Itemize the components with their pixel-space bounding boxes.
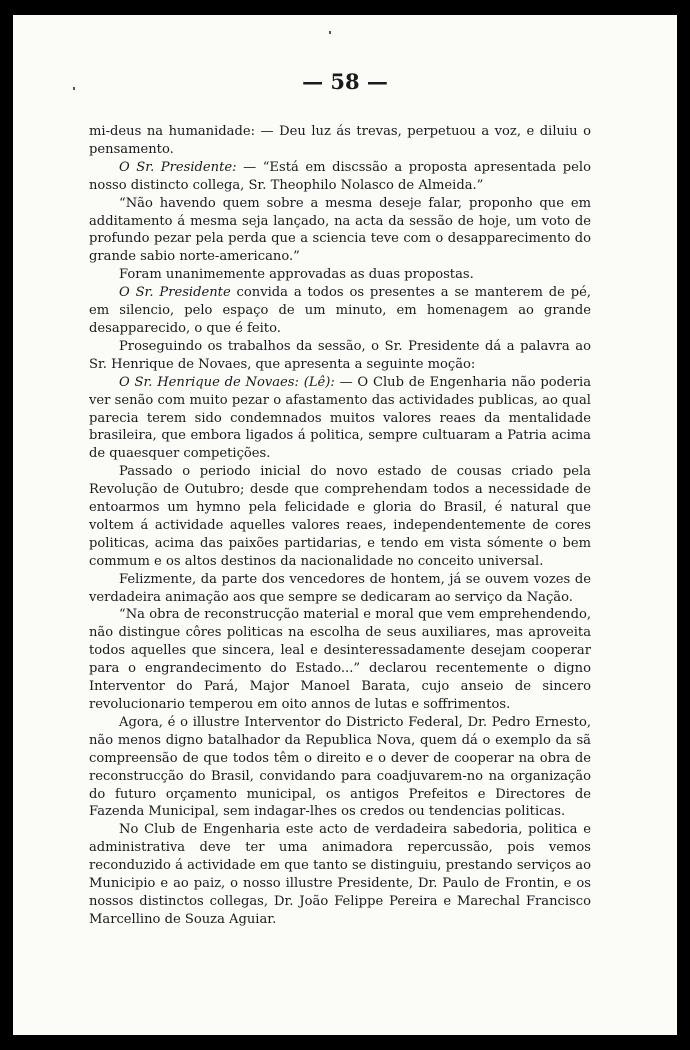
paragraph-text: Agora, é o illustre Interventor do Districto Federal, Dr. Pedro Ernesto, não menos digno batalhador da Republica Nova, quem dá o exemplo da sã compreensão de que todos têm o direito e o dever de cooperar na obra de reconstrucção do Brasil, convidando para coadjuvarem-no na organização do futuro orçamento municipal, os antigos Prefeitos e Directores de Fazenda Municipal, sem indagar-lhes os credos ou tendencias politicas. — [89, 714, 591, 820]
paragraph-text: Proseguindo os trabalhos da sessão, o Sr. Presidente dá a palavra ao Sr. Henrique de Novaes, que apresenta a seguinte moção: — [89, 338, 591, 372]
paragraph — [89, 159, 591, 195]
paragraph-text: “Na obra de reconstrucção material e moral que vem emprehendendo, não distingue côres politicas na escolha de seus auxiliares, mas aproveita todos aquelles que sincera, leal e desinteressadamente desejam cooperar para o engrandecimento do Estado...” declarou recentemente o digno Interventor do Pará, Major Manoel Barata, cujo anseio de sincero revolucionario temperou em oito annos de lutas e soffrimentos. — [89, 607, 591, 712]
body-text — [89, 123, 591, 929]
paragraph — [89, 571, 591, 607]
paragraph-text: mi-deus na humanidade: — Deu luz ás trevas, perpetuou a voz, e diluiu o pensamento. — [89, 124, 591, 157]
paragraph — [89, 338, 591, 374]
paragraph — [89, 266, 591, 284]
paragraph-lead: O Sr. Presidente — [119, 285, 231, 301]
paragraph-text: — O Club de Engenharia não poderia ver senão com muito pezar o afastamento das actividades publicas, ao qual parecia terem sido condemnados muitos valores reaes da mentalidade brasileira, que embora ligados á politica, sempre cultuaram a Patria acima de quaesquer competições. — [89, 374, 591, 462]
paragraph-lead: O Sr. Presidente: — [119, 159, 237, 175]
paragraph-text: — “Está em discssão a proposta apresentada pelo nosso distincto collega, Sr. Theophilo Nolasco de Almeida.” — [89, 159, 591, 193]
paragraph — [89, 195, 591, 267]
paragraph-text: Felizmente, da parte dos vencedores de hontem, já se ouvem vozes de verdadeira animação aos que sempre se dedicaram ao serviço da Nação. — [89, 571, 591, 605]
scanned-page — [13, 15, 677, 1035]
paragraph — [89, 284, 591, 338]
paragraph — [89, 123, 591, 159]
page-number: — 58 — — [302, 69, 388, 94]
paragraph-text: No Club de Engenharia este acto de verdadeira sabedoria, politica e administrativa deve ter uma animadora repercussão, pois vemos reconduzido á actividade em que tanto se distinguiu, prestando serviços ao Municipio e ao paiz, o nosso illustre Presidente, Dr. Paulo de Frontin, e os nossos distinctos collegas, Dr. João Felippe Pereira e Marechal Francisco Marcellino de Souza Aguiar. — [89, 822, 591, 927]
paragraph-text: Passado o periodo inicial do novo estado de cousas criado pela Revolução de Outubro; desde que comprehendam todos a necessidade de entoarmos um hymno pela felicidade e gloria do Brasil, é natural que voltem á actividade aquelles valores reaes, independentemente de cores politicas, acima das paixões partidarias, e tendo em vista sómente o bem commum e os altos destinos da nacionalidade no conceito universal. — [89, 464, 591, 569]
paragraph-text: “Não havendo quem sobre a mesma deseje falar, proponho que em additamento á mesma seja lançado, na acta da sessão de hoje, um voto de profundo pezar pela perda que a sciencia teve com o desapparecimento do grande sabio norte-americano.” — [89, 195, 591, 265]
paragraph — [89, 463, 591, 570]
paragraph — [89, 374, 591, 464]
paragraph-lead: O Sr. Henrique de Novaes: (Lê): — [119, 374, 335, 390]
paragraph — [89, 821, 591, 928]
paragraph-text: convida a todos os presentes a se manterem de pé, em silencio, pelo espaço de um minuto, em homenagem ao grande desapparecido, o que é feito. — [89, 285, 591, 336]
paragraph — [89, 714, 591, 821]
paragraph — [89, 606, 591, 713]
paragraph-text: Foram unanimemente approvadas as duas propostas. — [119, 267, 474, 283]
scan-speck — [329, 31, 331, 34]
